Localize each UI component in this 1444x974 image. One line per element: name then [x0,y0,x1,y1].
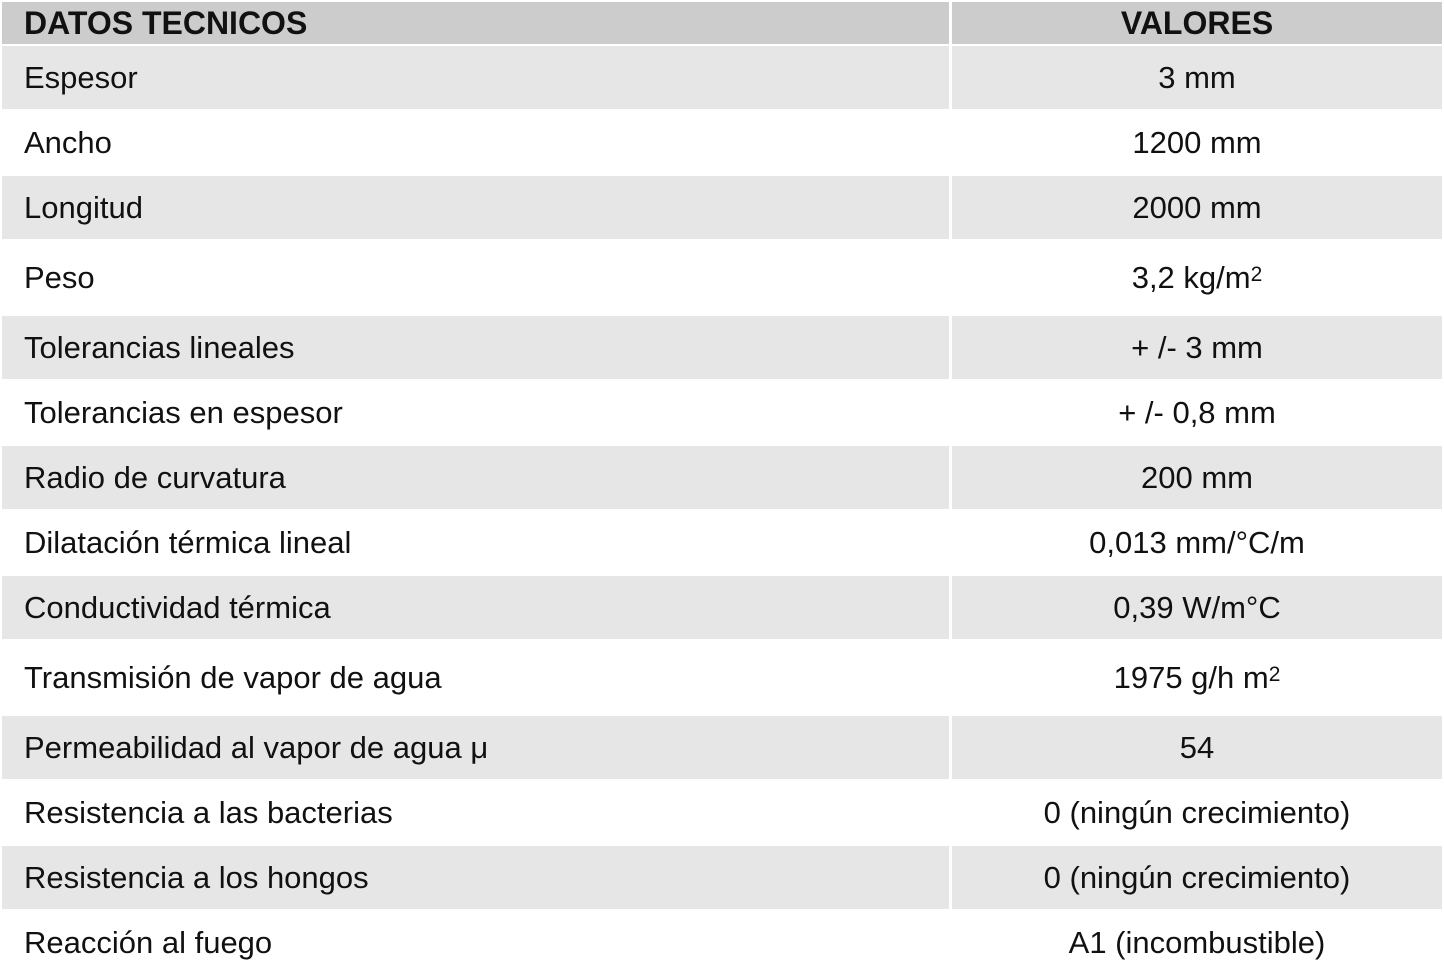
table-row [2,241,1442,316]
technical-data-table [2,2,1442,973]
row-label: Radio de curvatura [2,446,952,509]
row-value [952,846,1442,909]
row-label: Conductividad térmica [2,576,952,639]
table-row [2,641,1442,716]
table-row [2,911,1442,973]
row-label: Reacción al fuego [2,911,952,973]
table-row [2,576,1442,641]
row-label: Dilatación térmica lineal [2,511,952,574]
row-label: Longitud [2,176,952,239]
row-value [952,241,1442,314]
row-label: Peso [2,241,952,314]
row-value [952,176,1442,239]
row-label: Transmisión de vapor de agua [2,641,952,714]
superscript: 2 [1250,263,1263,286]
table-row [2,716,1442,781]
row-value [952,716,1442,779]
row-label: Espesor [2,46,952,109]
row-value-text: 3,2 kg/m [1131,260,1251,295]
row-value [952,111,1442,174]
row-value-text: A1 (incombustible) [1068,924,1326,960]
row-value-text: 200 mm [1141,460,1253,495]
row-label: Ancho [2,111,952,174]
table-row [2,111,1442,176]
row-label: Permeabilidad al vapor de agua μ [2,716,952,779]
row-value-text: 1200 mm [1132,125,1262,160]
row-label: Resistencia a las bacterias [2,781,952,844]
row-label: Tolerancias en espesor [2,381,952,444]
header-valores: VALORES [1120,5,1274,41]
row-value [952,781,1442,844]
header-datos-tecnicos: DATOS TECNICOS [2,2,952,44]
row-value [952,46,1442,109]
table-row [2,846,1442,911]
row-value [952,641,1442,714]
table-row [2,511,1442,576]
row-value [952,316,1442,379]
row-value-text: 54 [1179,730,1215,765]
table-row [2,46,1442,111]
table-row [2,446,1442,511]
row-value [952,381,1442,444]
row-value [952,511,1442,574]
row-value-text: 0,39 W/m°C [1113,590,1281,625]
row-value-text: 0 (ningún crecimiento) [1043,795,1351,830]
row-value-text: 0 (ningún crecimiento) [1043,860,1351,895]
row-value-text: + /- 0,8 mm [1118,395,1276,430]
row-value [952,446,1442,509]
row-label: Resistencia a los hongos [2,846,952,909]
superscript: 2 [1268,663,1281,686]
row-value-text: 3 mm [1158,60,1236,95]
row-value-text: 1975 g/h m [1113,660,1269,695]
table-row [2,316,1442,381]
table-row [2,176,1442,241]
row-label: Tolerancias lineales [2,316,952,379]
row-value [952,911,1442,973]
row-value-text: 0,013 mm/°C/m [1089,525,1305,560]
table-header-row [2,2,1442,46]
table-row [2,781,1442,846]
row-value-text: 2000 mm [1132,190,1262,225]
row-value-text: + /- 3 mm [1131,330,1263,365]
table-row [2,381,1442,446]
row-value [952,576,1442,639]
